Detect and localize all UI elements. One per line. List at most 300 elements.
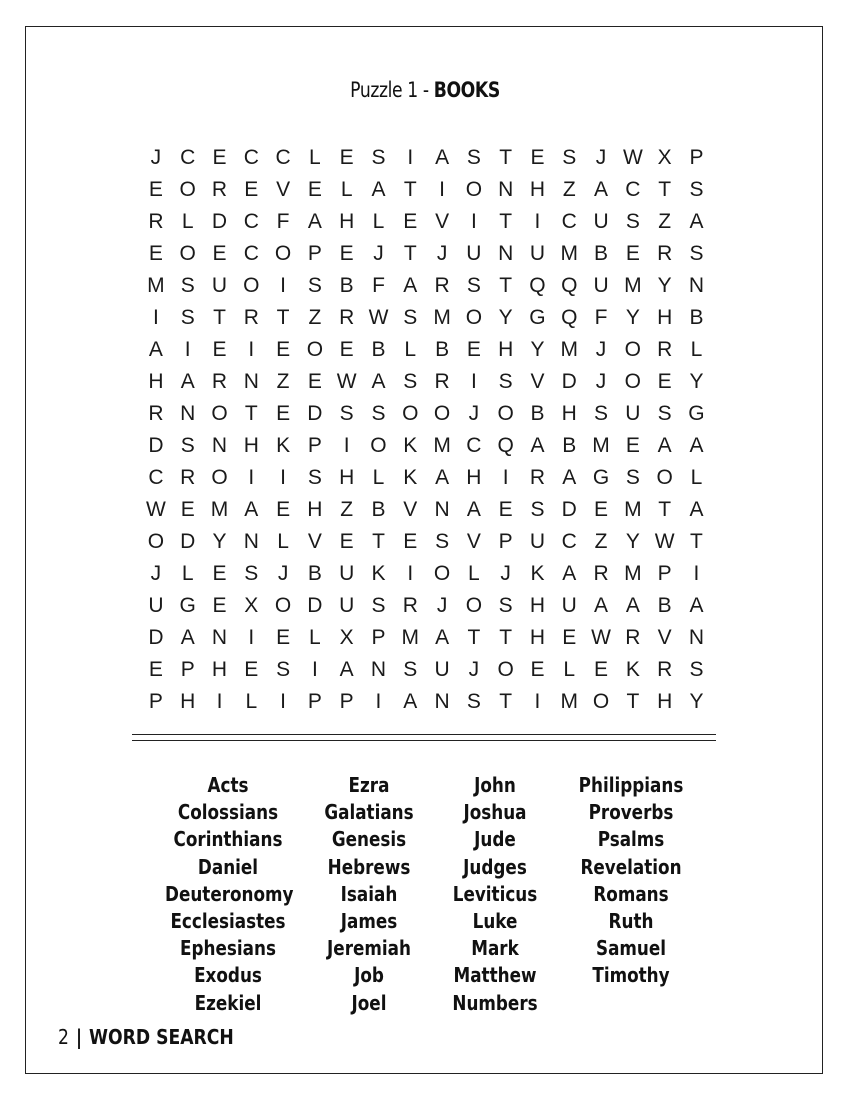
grid-letter: T xyxy=(499,146,513,169)
grid-letter: O xyxy=(306,338,324,361)
grid-letter: S xyxy=(498,370,513,393)
grid-letter: W xyxy=(622,146,643,169)
grid-letter: I xyxy=(248,626,255,649)
grid-letter: P xyxy=(498,530,513,553)
grid-letter: T xyxy=(244,402,258,425)
grid-letter: M xyxy=(210,498,229,521)
grid-letter: S xyxy=(625,210,640,233)
grid-letter: U xyxy=(593,210,609,233)
word-column-3 xyxy=(420,772,570,1017)
word-list-item: Genesis xyxy=(331,827,407,852)
grid-letter: L xyxy=(372,210,385,233)
grid-letter: T xyxy=(658,498,672,521)
grid-letter: G xyxy=(179,594,196,617)
grid-letter: U xyxy=(529,242,546,265)
grid-letter: K xyxy=(371,562,386,585)
grid-letter: E xyxy=(403,530,418,553)
grid-letter: I xyxy=(439,178,445,201)
grid-letter: K xyxy=(403,434,418,457)
grid-letter: E xyxy=(148,178,163,201)
grid-letter: R xyxy=(593,562,609,585)
grid-letter: K xyxy=(625,658,640,681)
grid-letter: E xyxy=(307,370,322,393)
grid-letter: E xyxy=(339,530,354,553)
word-list-item: Ezekiel xyxy=(194,990,262,1015)
grid-letter: R xyxy=(529,466,546,489)
grid-letter: O xyxy=(274,594,292,617)
grid-letter: E xyxy=(498,498,513,521)
grid-letter: U xyxy=(434,658,450,681)
grid-letter: Z xyxy=(562,178,576,201)
grid-letter: Z xyxy=(594,530,608,553)
grid-letter: U xyxy=(593,274,609,297)
grid-letter: R xyxy=(657,658,673,681)
grid-letter: H xyxy=(529,178,546,201)
grid-letter: A xyxy=(403,274,418,297)
footer-separator: | xyxy=(75,1025,83,1049)
grid-letter: T xyxy=(276,306,290,329)
grid-letter: M xyxy=(624,562,642,585)
grid-letter: F xyxy=(594,306,608,329)
grid-letter: X xyxy=(244,594,259,617)
word-list-item: Samuel xyxy=(595,936,667,961)
grid-letter: M xyxy=(624,274,642,297)
grid-letter: T xyxy=(499,690,513,713)
grid-letter: L xyxy=(690,338,703,361)
grid-letter: A xyxy=(180,370,195,393)
word-list-item: Deuteronomy xyxy=(165,881,294,906)
grid-letter: U xyxy=(339,562,355,585)
grid-letter: C xyxy=(625,178,641,201)
grid-letter: H xyxy=(657,690,673,713)
grid-letter: B xyxy=(657,594,672,617)
grid-letter: H xyxy=(498,338,514,361)
grid-letter: E xyxy=(594,658,609,681)
grid-letter: K xyxy=(530,562,545,585)
grid-letter: M xyxy=(433,306,451,329)
grid-letter: S xyxy=(562,146,577,169)
grid-letter: W xyxy=(654,530,675,553)
grid-letter: R xyxy=(434,274,450,297)
page-footer xyxy=(58,1025,234,1049)
grid-letter: L xyxy=(245,690,258,713)
grid-letter: V xyxy=(276,178,291,201)
grid-letter: L xyxy=(181,562,194,585)
grid-letter: X xyxy=(657,146,672,169)
grid-letter: B xyxy=(594,242,609,265)
puzzle-title xyxy=(77,78,774,102)
grid-letter: V xyxy=(530,370,545,393)
grid-letter: A xyxy=(689,434,704,457)
grid-letter: Q xyxy=(529,274,546,297)
footer-title: WORD SEARCH xyxy=(89,1025,234,1049)
word-list-item: Colossians xyxy=(177,800,279,825)
grid-letter: A xyxy=(689,594,704,617)
grid-letter: J xyxy=(277,562,289,585)
grid-letter: A xyxy=(244,498,259,521)
word-list-item: Acts xyxy=(207,773,249,797)
word-list-item: Timothy xyxy=(592,963,670,988)
grid-letter: O xyxy=(497,658,514,681)
grid-letter: L xyxy=(309,146,321,169)
grid-letter: U xyxy=(339,594,355,617)
grid-letter: C xyxy=(275,146,291,169)
grid-letter: A xyxy=(530,434,545,457)
grid-letter: R xyxy=(180,466,196,489)
puzzle-title-prefix: Puzzle 1 - xyxy=(350,78,429,102)
word-column-4 xyxy=(556,772,706,990)
grid-letter: S xyxy=(657,402,672,425)
puzzle-title-topic: BOOKS xyxy=(433,78,500,102)
grid-letter: E xyxy=(276,338,291,361)
grid-letter: O xyxy=(433,562,451,585)
page-number: 2 xyxy=(58,1025,69,1049)
grid-letter: V xyxy=(435,210,450,233)
word-list-item: Leviticus xyxy=(452,881,538,906)
grid-letter: I xyxy=(280,466,286,489)
grid-letter: I xyxy=(407,562,414,585)
grid-letter: H xyxy=(148,370,164,393)
grid-letter: X xyxy=(339,626,354,649)
grid-letter: R xyxy=(243,306,259,329)
grid-letter: Z xyxy=(308,306,322,329)
grid-letter: I xyxy=(407,146,414,169)
word-list-item: Joel xyxy=(351,990,387,1015)
grid-letter: R xyxy=(402,594,418,617)
grid-letter: G xyxy=(529,306,546,329)
grid-letter: K xyxy=(276,434,291,457)
grid-letter: M xyxy=(560,242,578,265)
grid-letter: A xyxy=(689,210,704,233)
divider-line-top xyxy=(132,734,716,735)
word-list-item: Hebrews xyxy=(327,854,411,879)
grid-letter: A xyxy=(403,690,418,713)
grid-letter: E xyxy=(212,242,227,265)
grid-letter: C xyxy=(148,466,164,489)
grid-letter: S xyxy=(244,562,259,585)
grid-letter: Q xyxy=(561,274,578,297)
grid-letter: D xyxy=(211,210,228,233)
grid-letter: R xyxy=(339,306,355,329)
grid-letter: A xyxy=(339,658,354,681)
grid-letter: V xyxy=(657,626,672,649)
grid-letter: S xyxy=(371,146,386,169)
grid-letter: R xyxy=(211,370,228,393)
grid-letter: O xyxy=(402,402,419,425)
grid-letter: B xyxy=(562,434,577,457)
grid-letter: N xyxy=(243,530,259,553)
grid-letter: I xyxy=(343,434,350,457)
grid-letter: T xyxy=(467,626,481,649)
grid-letter: O xyxy=(211,402,228,425)
grid-letter: S xyxy=(689,658,704,681)
grid-letter: T xyxy=(403,242,417,265)
word-list-item: Ezra xyxy=(348,773,390,797)
grid-letter: A xyxy=(435,146,450,169)
grid-letter: I xyxy=(470,370,477,393)
grid-letter: B xyxy=(307,562,322,585)
grid-letter: A xyxy=(594,178,609,201)
letter-grid xyxy=(140,142,712,718)
grid-letter: I xyxy=(280,274,286,297)
grid-letter: E xyxy=(339,146,354,169)
word-list-item: Ecclesiastes xyxy=(170,908,286,933)
word-list-item: Matthew xyxy=(453,963,537,988)
grid-letter: O xyxy=(624,370,642,393)
grid-letter: E xyxy=(625,434,640,457)
grid-letter: I xyxy=(375,690,382,713)
grid-letter: S xyxy=(307,274,322,297)
grid-letter: L xyxy=(340,178,353,201)
grid-letter: L xyxy=(309,626,321,649)
grid-letter: T xyxy=(690,530,703,553)
grid-letter: E xyxy=(148,242,163,265)
grid-letter: E xyxy=(180,498,195,521)
grid-letter: P xyxy=(307,690,322,713)
grid-letter: E xyxy=(244,658,259,681)
grid-letter: O xyxy=(370,434,387,457)
grid-letter: R xyxy=(211,178,228,201)
grid-letter: B xyxy=(371,498,386,521)
grid-letter: H xyxy=(466,466,482,489)
word-list-item: Isaiah xyxy=(340,881,398,906)
grid-letter: I xyxy=(470,210,477,233)
word-list-item: Joshua xyxy=(463,800,527,825)
grid-letter: S xyxy=(625,466,640,489)
grid-letter: J xyxy=(150,146,162,169)
word-list-item: Numbers xyxy=(452,990,538,1015)
grid-letter: O xyxy=(465,594,483,617)
grid-letter: U xyxy=(466,242,482,265)
grid-letter: E xyxy=(212,594,227,617)
grid-letter: D xyxy=(307,402,323,425)
grid-letter: E xyxy=(212,562,227,585)
grid-letter: E xyxy=(530,146,545,169)
grid-letter: N xyxy=(434,690,450,713)
word-list-item: Daniel xyxy=(197,854,259,879)
grid-letter: N xyxy=(498,178,514,201)
grid-letter: C xyxy=(180,146,196,169)
word-column-1 xyxy=(153,772,303,1017)
word-list-item: Luke xyxy=(472,908,518,933)
word-list-item: Exodus xyxy=(194,963,262,988)
grid-letter: H xyxy=(339,466,355,489)
grid-letter: A xyxy=(371,370,386,393)
grid-letter: G xyxy=(688,402,705,425)
grid-letter: E xyxy=(562,626,577,649)
grid-letter: O xyxy=(147,530,165,553)
grid-letter: N xyxy=(211,434,228,457)
grid-letter: I xyxy=(502,466,509,489)
grid-letter: S xyxy=(307,466,322,489)
word-list-item: Ephesians xyxy=(180,936,276,961)
grid-letter: D xyxy=(307,594,323,617)
grid-letter: G xyxy=(592,466,610,489)
grid-letter: S xyxy=(276,658,291,681)
grid-letter: J xyxy=(373,242,384,265)
grid-letter: R xyxy=(657,242,673,265)
grid-letter: T xyxy=(403,178,417,201)
grid-letter: W xyxy=(336,370,357,393)
grid-letter: S xyxy=(498,594,513,617)
grid-letter: I xyxy=(693,562,700,585)
grid-letter: J xyxy=(595,338,607,361)
grid-letter: A xyxy=(466,498,481,521)
grid-letter: N xyxy=(434,498,450,521)
grid-letter: Y xyxy=(212,530,227,553)
grid-letter: I xyxy=(280,690,286,713)
grid-letter: J xyxy=(150,562,162,585)
grid-letter: A xyxy=(562,466,577,489)
grid-letter: H xyxy=(243,434,259,457)
grid-letter: N xyxy=(180,402,196,425)
word-list-item: Psalms xyxy=(597,827,665,852)
grid-letter: S xyxy=(530,498,545,521)
grid-letter: V xyxy=(403,498,418,521)
grid-letter: A xyxy=(435,626,450,649)
word-list-item: Galatians xyxy=(324,800,414,825)
grid-letter: T xyxy=(626,690,640,713)
grid-letter: T xyxy=(658,178,672,201)
grid-letter: J xyxy=(500,562,511,585)
grid-letter: B xyxy=(435,338,450,361)
grid-letter: D xyxy=(148,626,164,649)
grid-letter: B xyxy=(339,274,354,297)
grid-letter: T xyxy=(499,626,513,649)
grid-letter: C xyxy=(561,210,577,233)
grid-letter: C xyxy=(243,210,259,233)
grid-letter: T xyxy=(499,210,513,233)
grid-letter: B xyxy=(530,402,545,425)
grid-letter: J xyxy=(468,402,480,425)
grid-letter: C xyxy=(243,242,259,265)
grid-letter: J xyxy=(595,370,607,393)
grid-letter: O xyxy=(179,178,196,201)
grid-letter: L xyxy=(404,338,417,361)
grid-letter: O xyxy=(243,274,260,297)
grid-letter: E xyxy=(657,370,672,393)
grid-letter: Y xyxy=(689,690,704,713)
grid-letter: K xyxy=(403,466,418,489)
word-list-item: Jeremiah xyxy=(327,936,411,961)
grid-letter: M xyxy=(401,626,420,649)
grid-letter: E xyxy=(625,242,640,265)
grid-letter: O xyxy=(624,338,642,361)
grid-letter: V xyxy=(466,530,481,553)
grid-letter: E xyxy=(212,146,227,169)
grid-letter: L xyxy=(468,562,480,585)
grid-letter: P xyxy=(180,658,195,681)
grid-letter: Y xyxy=(625,530,640,553)
grid-letter: O xyxy=(465,306,483,329)
grid-letter: E xyxy=(276,402,291,425)
grid-letter: R xyxy=(625,626,641,649)
grid-letter: L xyxy=(277,530,289,553)
grid-letter: E xyxy=(339,242,354,265)
grid-letter: A xyxy=(435,466,450,489)
grid-letter: O xyxy=(433,402,451,425)
grid-letter: L xyxy=(690,466,703,489)
grid-letter: I xyxy=(248,338,255,361)
grid-letter: S xyxy=(403,370,418,393)
word-list-item: Proverbs xyxy=(588,800,674,825)
grid-letter: H xyxy=(561,402,577,425)
grid-letter: T xyxy=(213,306,226,329)
divider-line-bottom xyxy=(132,740,716,741)
grid-letter: I xyxy=(248,466,255,489)
word-list-item: James xyxy=(340,908,398,933)
grid-letter: V xyxy=(307,530,322,553)
grid-letter: Q xyxy=(497,434,514,457)
grid-letter: P xyxy=(689,146,704,169)
grid-letter: Y xyxy=(657,274,672,297)
grid-letter: L xyxy=(181,210,194,233)
grid-letter: R xyxy=(148,210,164,233)
grid-letter: R xyxy=(434,370,450,393)
grid-letter: I xyxy=(311,658,318,681)
grid-letter: A xyxy=(625,594,640,617)
word-list-item: Revelation xyxy=(580,854,682,879)
grid-letter: E xyxy=(276,626,291,649)
grid-letter: I xyxy=(152,306,159,329)
grid-letter: Y xyxy=(530,338,545,361)
grid-letter: A xyxy=(148,338,163,361)
grid-letter: A xyxy=(307,210,322,233)
grid-letter: O xyxy=(179,242,196,265)
grid-letter: U xyxy=(211,274,228,297)
grid-letter: L xyxy=(372,466,385,489)
grid-letter: E xyxy=(339,338,354,361)
grid-letter: I xyxy=(184,338,191,361)
grid-letter: W xyxy=(591,626,611,649)
word-list-item: Philippians xyxy=(578,773,684,797)
grid-letter: J xyxy=(595,146,607,169)
grid-letter: S xyxy=(180,274,195,297)
grid-letter: D xyxy=(148,434,164,457)
grid-letter: P xyxy=(371,626,386,649)
grid-letter: S xyxy=(403,658,418,681)
grid-letter: N xyxy=(688,274,705,297)
grid-letter: S xyxy=(466,146,481,169)
grid-letter: E xyxy=(148,658,163,681)
grid-letter: T xyxy=(372,530,385,553)
word-list-item: Job xyxy=(354,963,384,988)
grid-letter: Q xyxy=(561,306,578,329)
grid-letter: M xyxy=(624,498,642,521)
grid-letter: R xyxy=(657,338,673,361)
grid-letter: C xyxy=(561,530,577,553)
word-list-item: Jude xyxy=(474,827,516,852)
grid-letter: Z xyxy=(340,498,354,521)
word-list-item: Judges xyxy=(463,854,527,879)
word-list-item: Ruth xyxy=(608,908,654,933)
grid-letter: E xyxy=(403,210,418,233)
grid-letter: U xyxy=(561,594,577,617)
grid-letter: E xyxy=(244,178,259,201)
grid-letter: S xyxy=(180,434,195,457)
grid-letter: H xyxy=(657,306,673,329)
grid-letter: T xyxy=(499,274,513,297)
grid-letter: N xyxy=(243,370,259,393)
grid-letter: A xyxy=(180,626,195,649)
grid-letter: A xyxy=(371,178,386,201)
grid-letter: H xyxy=(180,690,196,713)
grid-letter: J xyxy=(436,594,448,617)
grid-letter: B xyxy=(371,338,386,361)
grid-letter: I xyxy=(534,210,541,233)
word-list-item: Romans xyxy=(593,881,669,906)
grid-letter: H xyxy=(339,210,355,233)
